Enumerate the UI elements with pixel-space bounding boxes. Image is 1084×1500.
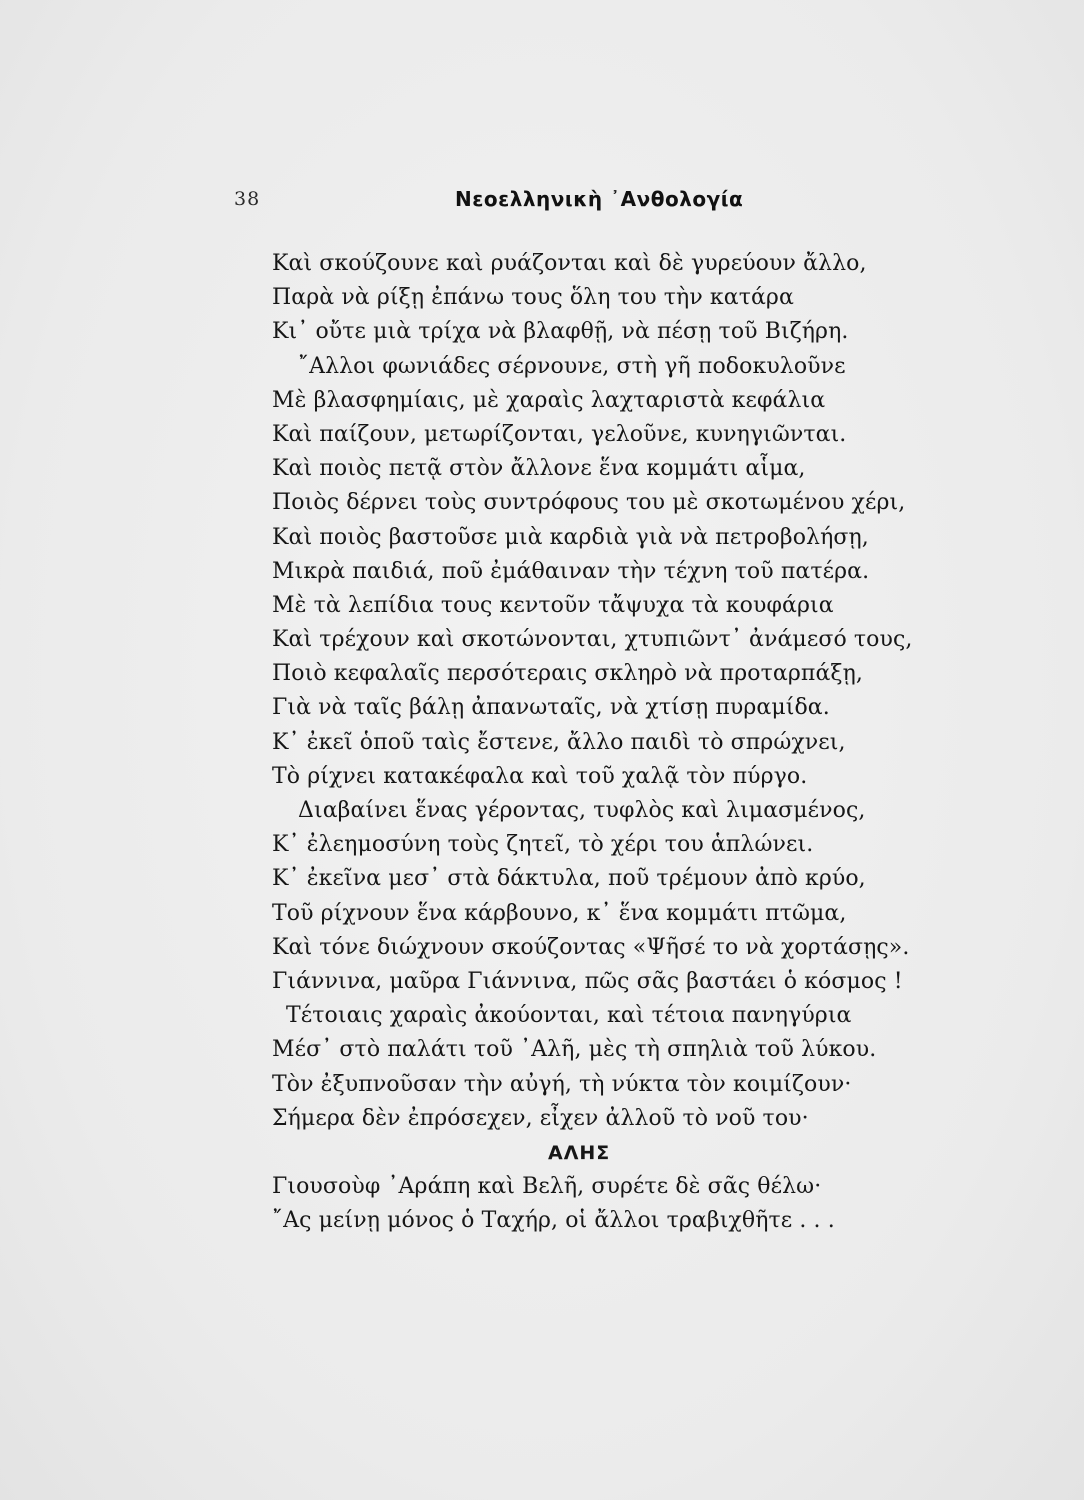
poem-text [272,247,992,1238]
verse-line: Διαβαίνει ἕνας γέροντας, τυφλὸς καὶ λιμασμένος, [298,798,866,823]
verse-line: Καὶ ποιὸς πετᾷ στὸν ἄλλονε ἕνα κομμάτι αἷμα, [272,456,806,482]
verse-line: Κ᾿ ἐλεημοσύνη τοὺς ζητεῖ, τὸ χέρι του ἁπλώνει. [272,832,814,858]
page-number: 38 [234,188,261,210]
verse-line: Τοῦ ρίχνουν ἕνα κάρβουνο, κ᾿ ἕνα κομμάτι πτῶμα, [272,900,847,926]
verse-line: Γιουσοὺφ ᾿Αράπη καὶ Βελῆ, συρέτε δὲ σᾶς θέλω· [272,1174,822,1200]
verse-line: Κι᾿ οὔτε μιὰ τρίχα νὰ βλαφθῇ, νὰ πέσῃ τοῦ Βιζήρη. [272,319,849,345]
verse-line: Καὶ σκούζουνε καὶ ρυάζονται καὶ δὲ γυρεύουν ἄλλο, [272,251,867,276]
verse-line: Κ᾿ ἐκεῖ ὁποῦ ταὶς ἔστενε, ἄλλο παιδὶ τὸ σπρώχνει, [272,729,846,755]
verse-line: Τὸν ἐξυπνοῦσαν τὴν αὐγή, τὴ νύκτα τὸν κοιμίζουν· [272,1071,852,1097]
verse-line: Γιάννινα, μαῦρα Γιάννινα, πῶς σᾶς βαστάει ὁ κόσμος ! [272,968,903,994]
verse-line: Καὶ τρέχουν καὶ σκοτώνονται, χτυπιῶντ᾿ ἀνάμεσό τους, [272,627,913,653]
running-title: Νεοελληνικὴ ᾿Ανθολογία [455,187,744,211]
verse-line: ῎Αλλοι φωνιάδες σέρνουνε, στὴ γῆ ποδοκυλοῦνε [298,353,846,379]
verse-line: Τὸ ρίχνει κατακέφαλα καὶ τοῦ χαλᾷ τὸν πύργο. [272,763,808,789]
verse-line: Ποιὸς δέρνει τοὺς συντρόφους του μὲ σκοτωμένου χέρι, [272,490,906,516]
verse-line: Καὶ παίζουν, μετωρίζονται, γελοῦνε, κυνηγιῶνται. [272,421,847,447]
verse-line: ῎Ας μείνῃ μόνος ὁ Ταχήρ, οἱ ἄλλοι τραβιχθῆτε . . . [272,1208,835,1234]
verse-line: Τέτοιαις χαραὶς ἀκούονται, καὶ τέτοια πανηγύρια [286,1003,852,1029]
verse-line: Καὶ τόνε διώχνουν σκούζοντας «Ψῆσέ το νὰ χορτάσῃς». [272,934,910,960]
verse-line: Παρὰ νὰ ρίξῃ ἐπάνω τους ὅλη του τὴν κατάρα [272,285,794,311]
verse-line: Σήμερα δὲν ἐπρόσεχεν, εἶχεν ἀλλοῦ τὸ νοῦ του· [272,1105,809,1131]
verse-line: Μὲ βλασφημίαις, μὲ χαραὶς λαχταριστὰ κεφάλια [272,387,826,413]
verse-line: Γιὰ νὰ ταῖς βάλῃ ἀπανωταῖς, νὰ χτίσῃ πυραμίδα. [272,695,830,721]
verse-line: Κ᾿ ἐκεῖνα μεσ᾿ στὰ δάκτυλα, ποῦ τρέμουν ἀπὸ κρύο, [272,866,866,892]
verse-line: Ποιὸ κεφαλαῖς περσότεραις σκληρὸ νὰ προταρπάξῃ, [272,661,863,687]
verse-line: Καὶ ποιὸς βαστοῦσε μιὰ καρδιὰ γιὰ νὰ πετροβολήσῃ, [272,524,869,550]
speaker-name: ΑΛΗΣ [548,1141,611,1164]
verse-line: Μέσ᾿ στὸ παλάτι τοῦ ᾿Αλῆ, μὲς τὴ σπηλιὰ τοῦ λύκου. [272,1037,877,1063]
verse-line: Μικρὰ παιδιά, ποῦ ἐμάθαιναν τὴν τέχνη τοῦ πατέρα. [272,558,870,584]
verse-line: Μὲ τὰ λεπίδια τους κεντοῦν τἄψυχα τὰ κουφάρια [272,592,834,618]
